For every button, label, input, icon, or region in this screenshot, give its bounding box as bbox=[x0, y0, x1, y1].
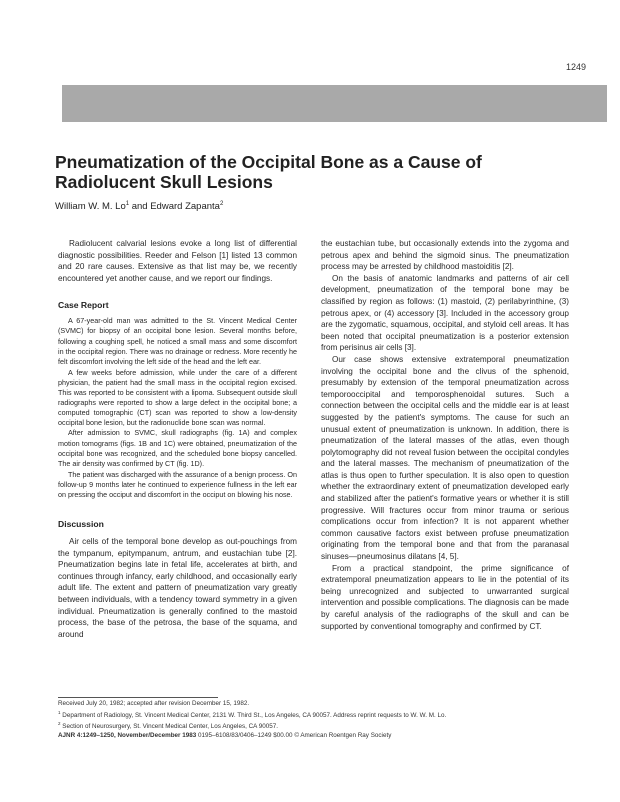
footnote-1 bbox=[58, 709, 578, 721]
discussion-heading: Discussion bbox=[58, 519, 104, 530]
footnotes bbox=[58, 697, 578, 732]
body-paragraph: Our case shows extensive extratemporal pneumatization involving the occipital bone and the clivus of the sphenoid, presumably by extension of the temporal pneumatization across temporooccipital and temporosphenoidal sutures. Such a connection between the occipital cells and the middle ear is at least suggested by the patient's symptoms. The cause for such an unusual extent of pneumatization is unknown. In addition, there is pneumatization of the lateral masses of the atlas, even though polytomography did not reveal fusion between the occipital condyles and the lateral masses. The mechanism of pneumatization of the atlas is thus open to further speculation. It is also open to question whether the extraordinary extent of pneumatization developed early and stabilized after the patient's formative years or whether it is still progressive. Will fractures occur from minor trauma or serious complications occur from infection? It is not apparent whether common causative factors exist between profuse pneumatization originating from the temporal bone and that from the paranasal sinuses—pneumosinus dilatans [4, 5]. bbox=[321, 354, 569, 562]
author-line bbox=[55, 201, 555, 212]
journal-citation: AJNR 4:1249–1250, November/December 1983 bbox=[58, 732, 197, 739]
body-paragraph: From a practical standpoint, the prime significance of extratemporal pneumatization appears to lie in the potential of its being unrecognized and subjected to unwarranted surgical intervention and possible complications. The diagnosis can be made by careful analysis of the radiographs of the skull and can be supported by conventional tomography and confirmed by CT. bbox=[321, 563, 569, 631]
left-column bbox=[58, 238, 297, 640]
footnote-text: Section of Neurosurgery, St. Vincent Medical Center, Los Angeles, CA 90057. bbox=[60, 723, 279, 731]
author-name: Edward Zapanta bbox=[150, 201, 220, 213]
journal-citation-line bbox=[58, 732, 588, 739]
body-paragraph: On the basis of anatomic landmarks and patterns of air cell development, pneumatization of the temporal bone may be classified by region as follows: (1) mastoid, (2) perilabyrinthine, (3) petrous apex, or (4) accessory [3]. Included in the accessory group are the zygomatic, squamous, occipital, and styloid cell areas. It has been noted that occipital pneumatization is a posterior extension from perisinus air cells [3]. bbox=[321, 273, 569, 353]
author-affiliation-mark: 1 bbox=[125, 201, 130, 207]
case-report-paragraph: After admission to SVMC, skull radiographs (fig. 1A) and complex motion tomograms (figs. 1B and 1C) were obtained, pneumatization of the occipital bone was recognized, and the scheduled bone biopsy cancelled. The air density was confirmed by CT (fig. 1D). bbox=[58, 428, 297, 468]
article-title: Pneumatization of the Occipital Bone as a Cause of Radiolucent Skull Lesions bbox=[55, 152, 482, 192]
page-number: 1249 bbox=[565, 62, 586, 72]
body-paragraph: the eustachian tube, but occasionally extends into the zygoma and petrous apex and behind the sigmoid sinus. The pneumatization process may be arrested by childhood mastoiditis [2]. bbox=[321, 239, 569, 272]
case-report-paragraph: A few weeks before admission, while under the care of a different physician, the patient had the small mass in the occipital region excised. This was reported to be consistent with a lipoma. Subsequent outside skull radiographs were reported to show a large defect in the occipital bone; a computed tomographic (CT) scan was reported to show a low-density occipital bone lesion, but the radionuclide bone scan was normal. bbox=[58, 367, 297, 428]
intro-paragraph: Radiolucent calvarial lesions evoke a long list of differential diagnostic possibilities. Reeder and Felson [1] listed 13 common and 20 rare causes. Extensive as that list may be, we recently encountered yet another cause, and we report our findings. bbox=[58, 239, 297, 283]
author-joiner: and bbox=[129, 201, 151, 213]
author-name: William W. M. Lo bbox=[55, 201, 126, 213]
footnote-2 bbox=[58, 720, 578, 732]
author-affiliation-mark: 2 bbox=[219, 201, 224, 207]
header-band bbox=[62, 85, 607, 122]
journal-rest: 0195–6108/83/0406–1249 $00.00 © American Roentgen Ray Society bbox=[196, 732, 392, 739]
received-note: Received July 20, 1982; accepted after revision December 15, 1982. bbox=[58, 700, 250, 707]
case-report-paragraph: A 67-year-old man was admitted to the St. Vincent Medical Center (SVMC) for biopsy of an occipital bone lesion. Several months before, following a coughing spell, he noticed a small mass and some discomfort in the occipital region. There was no drainage or redness. More recently he felt discomfort involving the left side of the head and the left ear. bbox=[58, 316, 297, 366]
discussion-paragraph: Air cells of the temporal bone develop as out-pouchings from the tympanum, epitympanum, antrum, and eustachian tube [2]. Pneumatization begins late in fetal life, accelerates at birth, and continues through infancy, early childhood, and occasionally early adult life. The extent and pattern of pneumatization vary greatly between individuals, with a tendency toward symmetry in a given individual. Pneumatization is generally confined to the mastoid process, the base of the petrosa, the base of the squama, and around bbox=[58, 537, 297, 639]
footnote-text: Department of Radiology, St. Vincent Medical Center, 2131 W. Third St., Los Angeles, CA 90057. Address reprint requests to W. W. M. Lo. bbox=[60, 711, 447, 719]
case-report-heading: Case Report bbox=[58, 300, 109, 311]
footnote-mark: 2 bbox=[58, 721, 61, 727]
footnote-mark: 1 bbox=[58, 709, 61, 715]
footnote-rule bbox=[58, 697, 218, 698]
right-column bbox=[321, 238, 569, 632]
case-report-paragraph: The patient was discharged with the assurance of a benign process. On follow-up 9 months later he continued to experience fullness in the left ear on pressing the occiput and discomfort in the occiput on blowing his nose. bbox=[58, 469, 297, 499]
